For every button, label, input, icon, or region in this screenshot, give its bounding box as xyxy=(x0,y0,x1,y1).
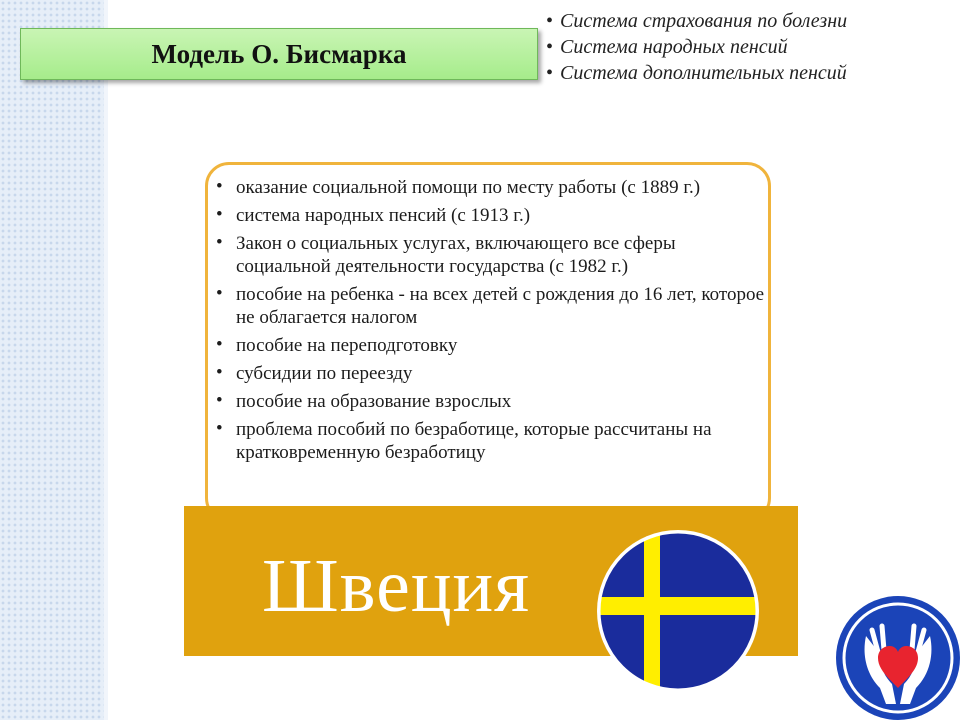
top-list-item: • Система народных пенсий xyxy=(546,34,847,60)
sweden-flag-icon xyxy=(596,529,760,693)
benefit-item: • субсидии по переезду xyxy=(214,362,766,385)
benefit-item: • оказание социальной помощи по месту работы (с 1889 г.) xyxy=(214,176,766,199)
title-banner xyxy=(20,28,538,80)
benefit-item: • Закон о социальных услугах, включающего все сферы социальной деятельности государства (с 1982 г.) xyxy=(214,232,766,278)
benefits-list xyxy=(214,176,766,469)
benefit-item: • пособие на переподготовку xyxy=(214,334,766,357)
side-strip-edge xyxy=(104,0,108,720)
side-decoration-strip xyxy=(0,0,104,720)
benefit-item: • пособие на ребенка - на всех детей с рождения до 16 лет, которое не облагается налогом xyxy=(214,283,766,329)
country-name: Швеция xyxy=(262,544,531,628)
top-list-item: • Система дополнительных пенсий xyxy=(546,60,847,86)
top-bullet-list xyxy=(546,8,847,86)
benefit-item: • проблема пособий по безработице, которые рассчитаны на кратковременную безработицу xyxy=(214,418,766,464)
slide-title: Модель О. Бисмарка xyxy=(151,38,407,69)
benefit-item: • пособие на образование взрослых xyxy=(214,390,766,413)
benefit-item: • система народных пенсий (с 1913 г.) xyxy=(214,204,766,227)
hands-heart-icon xyxy=(836,596,960,720)
top-list-item: • Система страхования по болезни xyxy=(546,8,847,34)
